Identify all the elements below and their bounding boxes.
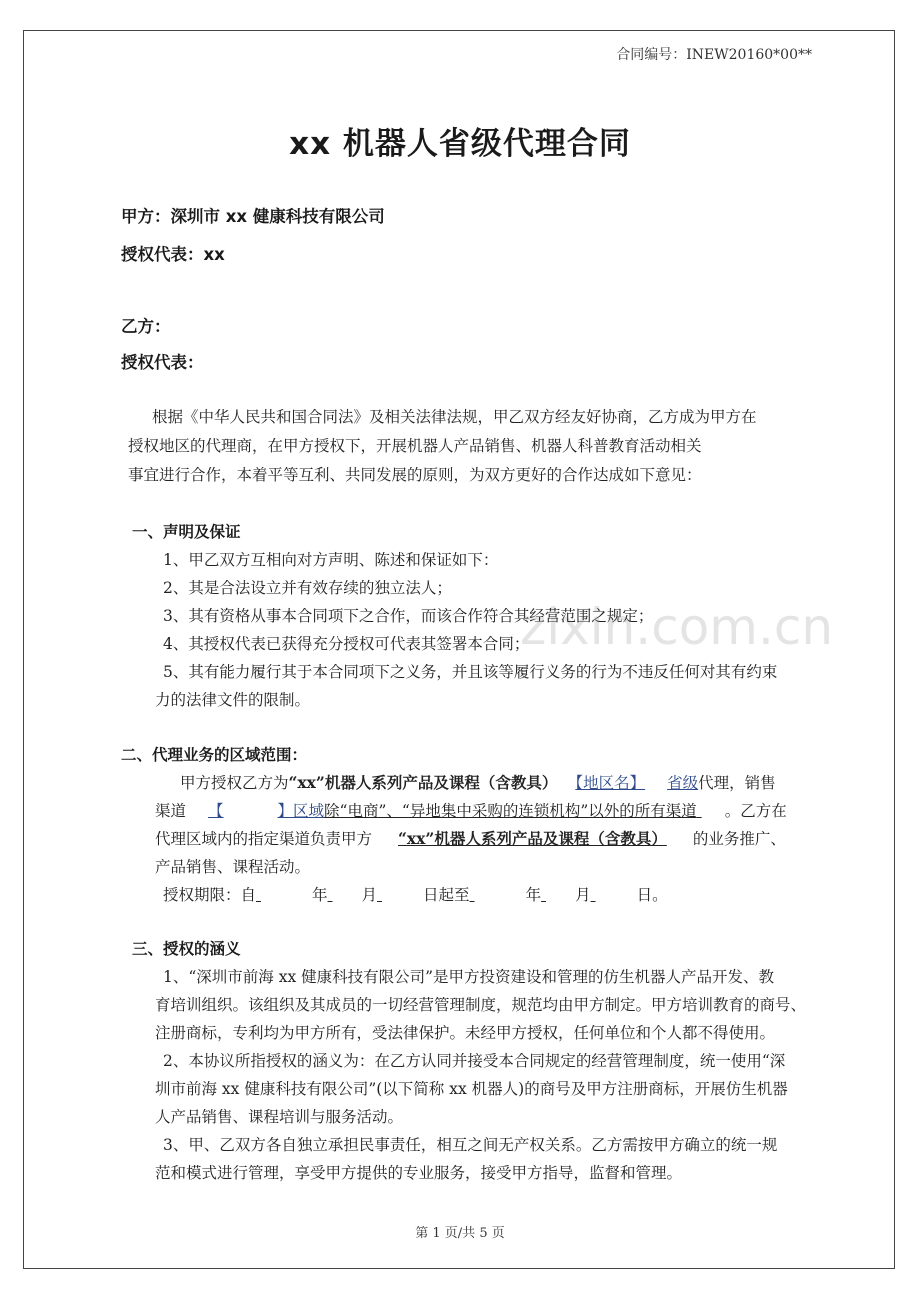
section-1-heading: 一、声明及保证: [132, 523, 241, 541]
party-b: 乙方：: [121, 317, 171, 336]
year-label: 年: [312, 886, 328, 904]
party-a-representative: 授权代表：xx: [121, 245, 225, 264]
text-run: 日。: [636, 886, 668, 904]
section-2-line-2: [155, 799, 787, 821]
document-title: xx 机器人省级代理合同: [289, 126, 631, 162]
blank: [541, 886, 575, 904]
region-name: 【地区名】: [575, 774, 646, 792]
bracket-open: 【: [208, 802, 224, 820]
authorization-period: [163, 883, 668, 905]
section-3-line: 注册商标，专利均为甲方所有，受法律保护。未经甲方授权，任何单位和个人都不得使用。: [155, 1024, 776, 1042]
section-2-heading: 二、代理业务的区域范围：: [121, 746, 308, 764]
text-run: 代理，销售: [698, 774, 776, 792]
text-run: 的业务推广、: [692, 830, 786, 848]
area-field: [186, 802, 324, 820]
section-3-line: 范和模式进行管理，享受甲方提供的专业服务，接受甲方指导，监督和管理。: [155, 1164, 683, 1182]
text-run: 日起至: [423, 886, 470, 904]
blank: [328, 886, 362, 904]
intro-line: 根据《中华人民共和国合同法》及相关法律法规，甲乙双方经友好协商，乙方成为甲方在: [152, 408, 757, 426]
text-run: 授权期限：自: [163, 886, 257, 904]
year-label: 年: [525, 886, 542, 904]
section-1-item: 4、其授权代表已获得充分授权可代表其签署本合同；: [163, 635, 530, 653]
text-run: 甲方授权乙方为: [180, 774, 289, 792]
intro-line: 事宜进行合作，本着平等互利、共同发展的原则，为双方更好的合作达成如下意见：: [128, 466, 702, 484]
section-1-item: 力的法律文件的限制。: [155, 691, 311, 709]
section-2-line-4: 产品销售、课程活动。: [155, 858, 311, 876]
blank: [377, 886, 423, 904]
section-3-line: 3、甲、乙双方各自独立承担民事责任，相互之间无产权关系。乙方需按甲方确立的统一规: [163, 1136, 778, 1154]
section-1-item: 1、甲乙双方互相向对方声明、陈述和保证如下：: [163, 551, 499, 569]
product-name: “xx”机器人系列产品及课程（含教具）: [288, 773, 558, 792]
section-3-line: 人产品销售、课程培训与服务活动。: [155, 1108, 404, 1126]
month-label: 月: [361, 886, 378, 904]
text-run: 渠道: [155, 802, 187, 820]
section-3-line: 1、“深圳市前海 xx 健康科技有限公司”是甲方投资建设和管理的仿生机器人产品开发、教: [163, 968, 775, 986]
section-3-line: 育培训组织。该组织及其成员的一切经营管理制度，规范均由甲方制定。甲方培训教育的商号、: [155, 996, 807, 1014]
party-b-representative: 授权代表：: [121, 353, 204, 372]
text-run: 。乙方在: [724, 802, 787, 820]
watermark: zixin.com.cn: [520, 598, 834, 656]
month-label: 月: [575, 886, 591, 904]
blank: [470, 886, 526, 904]
intro-line: 授权地区的代理商，在甲方授权下，开展机器人产品销售、机器人科普教育活动相关: [128, 437, 702, 455]
blank: [256, 886, 312, 904]
product-name: “xx”机器人系列产品及课程（含教具）: [398, 829, 667, 848]
section-2-line-1: [180, 771, 776, 793]
channel-scope: 除“电商”、“异地集中采购的连锁机构”以外的所有渠道: [324, 802, 697, 820]
section-3-heading: 三、授权的涵义: [132, 940, 241, 958]
section-3-line: 圳市前海 xx 健康科技有限公司”(以下简称 xx 机器人)的商号及甲方注册商标，开展仿生机器: [155, 1080, 788, 1098]
area-label: 】区域: [277, 802, 325, 820]
page-footer: 第 1 页/共 5 页: [415, 1226, 505, 1241]
section-1-item: 2、其是合法设立并有效存续的独立法人；: [163, 579, 452, 597]
section-1-item: 5、其有能力履行其于本合同项下之义务，并且该等履行义务的行为不违反任何对其有约束: [163, 663, 778, 681]
region-field: [557, 774, 698, 792]
section-2-line-3: [155, 827, 786, 849]
text-run: 代理区域内的指定渠道负责甲方: [155, 830, 373, 848]
contract-number: 合同编号：INEW20160*00**: [616, 47, 812, 63]
section-3-line: 2、本协议所指授权的涵义为：在乙方认同并接受本合同规定的经营管理制度，统一使用“深: [163, 1052, 786, 1070]
blank: [697, 802, 725, 820]
party-a: 甲方：深圳市 xx 健康科技有限公司: [121, 207, 385, 226]
blank: [591, 886, 637, 904]
province-level: 省级: [667, 774, 699, 792]
section-1-item: 3、其有资格从事本合同项下之合作，而该合作符合其经营范围之规定；: [163, 607, 654, 625]
